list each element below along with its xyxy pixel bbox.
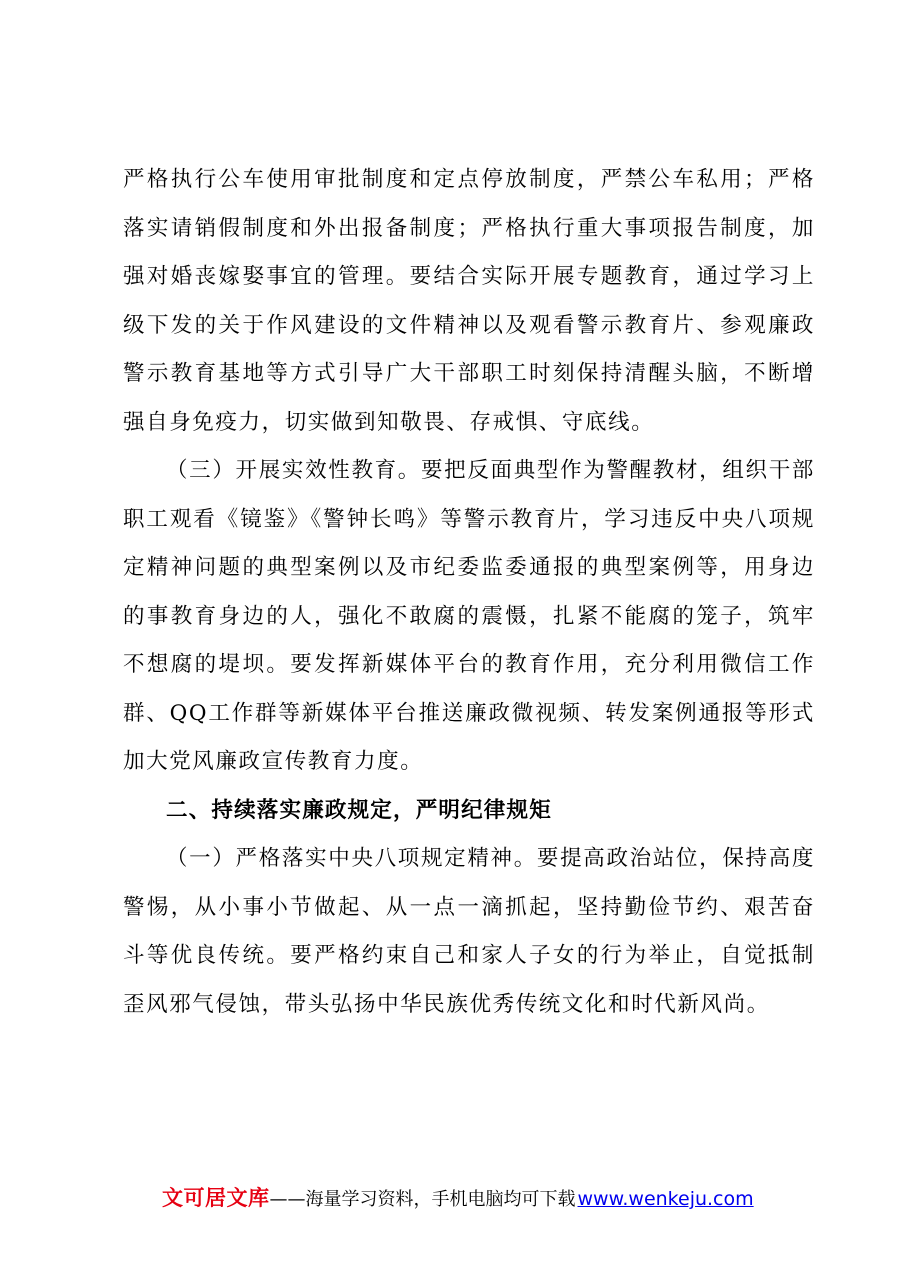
document-body [123, 156, 815, 1029]
paragraph-section-3: （三）开展实效性教育。要把反面典型作为警醒教材，组织干部职工观看《镜鉴》《警钟长鸣》等警示教育片，学习违反中央八项规定精神问题的典型案例以及市纪委监委通报的典型案例等，用身边的事教育身边的人，强化不敢腐的震慑，扎紧不能腐的笼子，筑牢不想腐的堤坝。要发挥新媒体平台的教育作用，充分利用微信工作群、QQ工作群等新媒体平台推送廉政微视频、转发案例通报等形式加大党风廉政宣传教育力度。 [123, 458, 815, 774]
footer-url-link[interactable]: www.wenkeju.com [577, 1188, 754, 1210]
paragraph-continuation: 严格执行公车使用审批制度和定点停放制度，严禁公车私用；严格落实请销假制度和外出报备制度；严格执行重大事项报告制度，加强对婚丧嫁娶事宜的管理。要结合实际开展专题教育，通过学习上级下发的关于作风建设的文件精神以及观看警示教育片、参观廉政警示教育基地等方式引导广大干部职工时刻保持清醒头脑，不断增强自身免疫力，切实做到知敬畏、存戒惧、守底线。 [123, 167, 815, 435]
footer-brand: 文可居文库 [162, 1186, 270, 1210]
paragraph-subsection-1: （一）严格落实中央八项规定精神。要提高政治站位，保持高度警惕，从小事小节做起、从一点一滴抓起，坚持勤俭节约、艰苦奋斗等优良传统。要严格约束自己和家人子女的行为举止，自觉抵制歪风邪气侵蚀，带头弘扬中华民族优秀传统文化和时代新风尚。 [123, 846, 815, 1017]
footer-banner [162, 1183, 802, 1213]
footer-tagline: ——海量学习资料，手机电脑均可下载 [269, 1189, 576, 1210]
section-heading-2: 二、持续落实廉政规定，严明纪律规矩 [166, 797, 552, 823]
